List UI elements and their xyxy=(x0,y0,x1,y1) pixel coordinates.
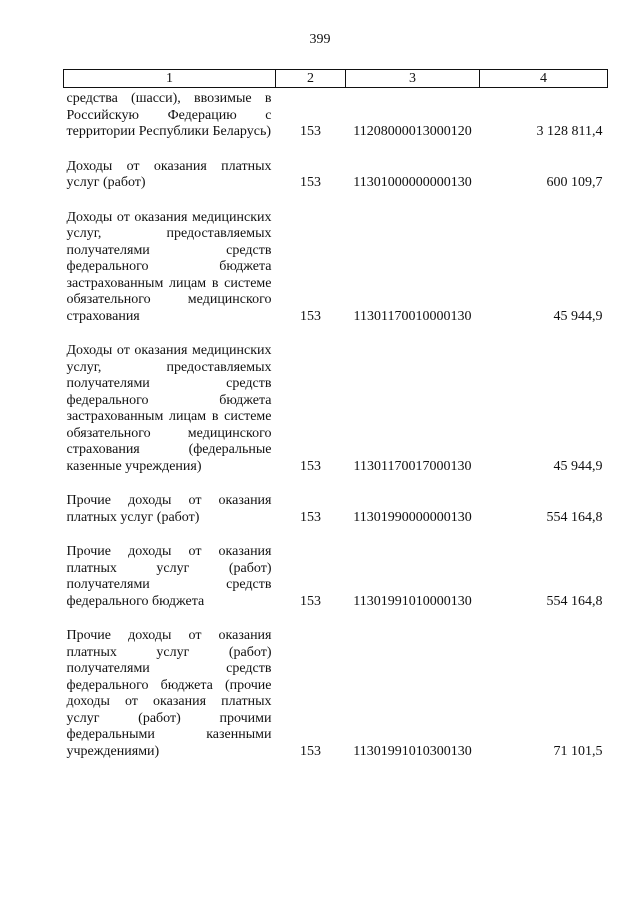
row-amount: 600 109,7 xyxy=(546,175,603,190)
row-name: Прочие доходы от оказания платных услуг (работ) получателями средств федерального бюджета (прочие доходы от оказания платных услуг (работ) прочими федеральными казенными учреждениями) xyxy=(66,628,272,759)
row-classification-code: 11208000013000120 xyxy=(353,124,472,139)
row-amount: 71 101,5 xyxy=(553,743,603,759)
row-name: Доходы от оказания медицинских услуг, предоставляемых получателями средств федерального бюджета застрахованным лицам в системе обязательного медицинского страхования (федеральные казенные учреждения) xyxy=(66,343,272,474)
table-row xyxy=(64,526,608,610)
row-classification-code: 11301170017000130 xyxy=(353,458,472,474)
table-header-row xyxy=(64,70,608,88)
row-name: Прочие доходы от оказания платных услуг (работ) получателями средств федерального бюджета xyxy=(66,544,272,609)
budget-revenue-table xyxy=(63,69,608,760)
table-row xyxy=(64,610,608,760)
header-col-4: 4 xyxy=(480,70,608,88)
row-classification-code: 11301991010300130 xyxy=(353,743,472,759)
row-admin-code: 153 xyxy=(300,743,321,759)
row-amount: 45 944,9 xyxy=(553,308,603,324)
page-number: 399 xyxy=(309,32,331,47)
row-admin-code: 153 xyxy=(300,308,321,324)
table-row xyxy=(64,325,608,475)
row-admin-code: 153 xyxy=(300,509,321,525)
row-admin-code: 153 xyxy=(300,593,321,609)
row-name: Доходы от оказания платных услуг (работ) xyxy=(66,158,272,190)
row-amount: 45 944,9 xyxy=(553,458,603,474)
table-row xyxy=(64,141,608,192)
row-name: средства (шасси), ввозимые в Российскую Федерацию с территории Республики Беларусь) xyxy=(66,91,272,139)
header-col-2: 2 xyxy=(276,70,346,88)
row-admin-code: 153 xyxy=(300,458,321,474)
header-col-3: 3 xyxy=(346,70,480,88)
row-admin-code: 153 xyxy=(300,124,321,139)
table-row xyxy=(64,88,608,141)
row-amount: 554 164,8 xyxy=(546,509,603,525)
row-admin-code: 153 xyxy=(300,175,321,190)
row-classification-code: 11301990000000130 xyxy=(353,509,472,525)
row-name: Прочие доходы от оказания платных услуг (работ) xyxy=(66,493,272,525)
row-classification-code: 11301170010000130 xyxy=(353,308,472,324)
row-classification-code: 11301991010000130 xyxy=(353,593,472,609)
table-row xyxy=(64,192,608,326)
row-amount: 554 164,8 xyxy=(546,593,603,609)
header-col-1: 1 xyxy=(64,70,276,88)
row-classification-code: 11301000000000130 xyxy=(353,175,472,190)
row-name: Доходы от оказания медицинских услуг, предоставляемых получателями средств федерального бюджета застрахованным лицам в системе обязательного медицинского страхования xyxy=(66,209,272,324)
table-row xyxy=(64,475,608,526)
row-amount: 3 128 811,4 xyxy=(536,124,603,139)
